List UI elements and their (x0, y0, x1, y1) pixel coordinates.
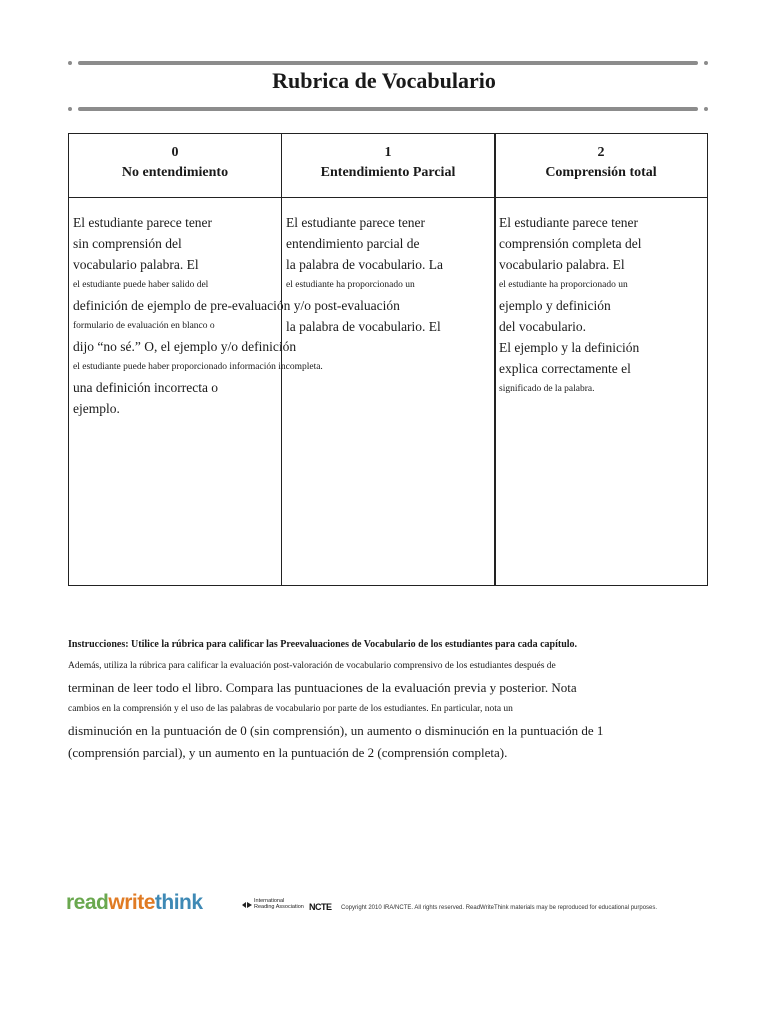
description-line: del vocabulario. (499, 319, 586, 334)
description-line: el estudiante ha proporcionado un (286, 280, 415, 290)
logo-think: think (154, 891, 203, 914)
footer (66, 888, 666, 922)
description-line: El estudiante parece tener (73, 215, 213, 230)
description-line: el estudiante puede haber proporcionado información incompleta. (73, 362, 323, 372)
level-label: Entendimiento Parcial (320, 165, 456, 180)
column-body-2 (499, 212, 641, 399)
column-divider (494, 134, 496, 585)
column-header-2 (495, 134, 707, 198)
score-label: 0 (171, 145, 179, 160)
ncte-logo: NCTE (309, 902, 332, 912)
description-line: vocabulario palabra. El (73, 257, 199, 272)
instructions-paragraph (68, 634, 708, 764)
description-line (286, 295, 443, 316)
description-line: una definición incorrecta o (73, 380, 219, 395)
title-divider (68, 105, 708, 113)
ira-line: International (254, 898, 285, 904)
ira-line: Reading Association (254, 904, 304, 910)
ira-logo-icon (242, 900, 252, 910)
description-line: formulario de evaluación en blanco o (73, 321, 215, 331)
description-line: ejemplo. (73, 401, 120, 416)
instructions-line: cambios en la comprensión y el uso de las palabras de vocabulario por parte de los estudiantes. En particular, nota un (68, 704, 513, 714)
description-line: la palabra de vocabulario. La (286, 257, 444, 272)
column-header-0 (69, 134, 281, 198)
ira-logo-text (254, 898, 304, 910)
description-line: significado de la palabra. (499, 384, 595, 394)
score-label: 2 (597, 145, 605, 160)
score-label: 1 (384, 145, 392, 160)
description-line: dijo “no sé.” O, el ejemplo y/o definición (73, 339, 297, 354)
description-line: explica correctamente el (499, 361, 631, 376)
instructions-line: (comprensión parcial), y un aumento en la puntuación de 2 (comprensión completa). (68, 745, 508, 760)
column-header-1 (282, 134, 494, 198)
description-line: definición de ejemplo de pre-evaluación y/o post-evaluación (73, 298, 400, 313)
description-line: sin comprensión del (73, 236, 182, 251)
level-label: Comprensión total (545, 165, 657, 180)
description-line: vocabulario palabra. El (499, 257, 625, 272)
description-line: El estudiante parece tener (286, 215, 426, 230)
rubric-table (68, 133, 708, 586)
instructions-line: disminución en la puntuación de 0 (sin comprensión), un aumento o disminución en la puntuación de 1 (68, 723, 604, 738)
page-title: Rubrica de Vocabulario (272, 68, 496, 93)
column-body-1 (286, 212, 443, 337)
instructions-line: terminan de leer todo el libro. Compara las puntuaciones de la evaluación previa y posterior. Nota (68, 680, 577, 695)
description-line: El ejemplo y la definición (499, 340, 640, 355)
instructions-line: Instrucciones: Utilice la rúbrica para calificar las Preevaluaciones de Vocabulario de los estudiantes para cada capítulo. (68, 639, 578, 650)
description-line: El estudiante parece tener (499, 215, 639, 230)
description-line: el estudiante ha proporcionado un (499, 280, 628, 290)
logo-read: read (66, 891, 109, 914)
description-line: la palabra de vocabulario. El (286, 319, 441, 334)
top-divider (68, 59, 708, 67)
readwritethink-logo (66, 891, 203, 915)
description-line: comprensión completa del (499, 236, 642, 251)
instructions-line: Además, utiliza la rúbrica para calificar la evaluación post-valoración de vocabulario comprensivo de los estudiantes después de (68, 661, 556, 671)
description-line: ejemplo y definición (499, 298, 611, 313)
logo-write: write (108, 891, 155, 914)
copyright-text: Copyright 2010 IRA/NCTE. All rights reserved. ReadWriteThink materials may be reproduced for educational purposes. (341, 905, 658, 911)
description-line: entendimiento parcial de (286, 236, 420, 251)
level-label: No entendimiento (121, 165, 229, 180)
description-line: el estudiante puede haber salido del (73, 280, 209, 290)
